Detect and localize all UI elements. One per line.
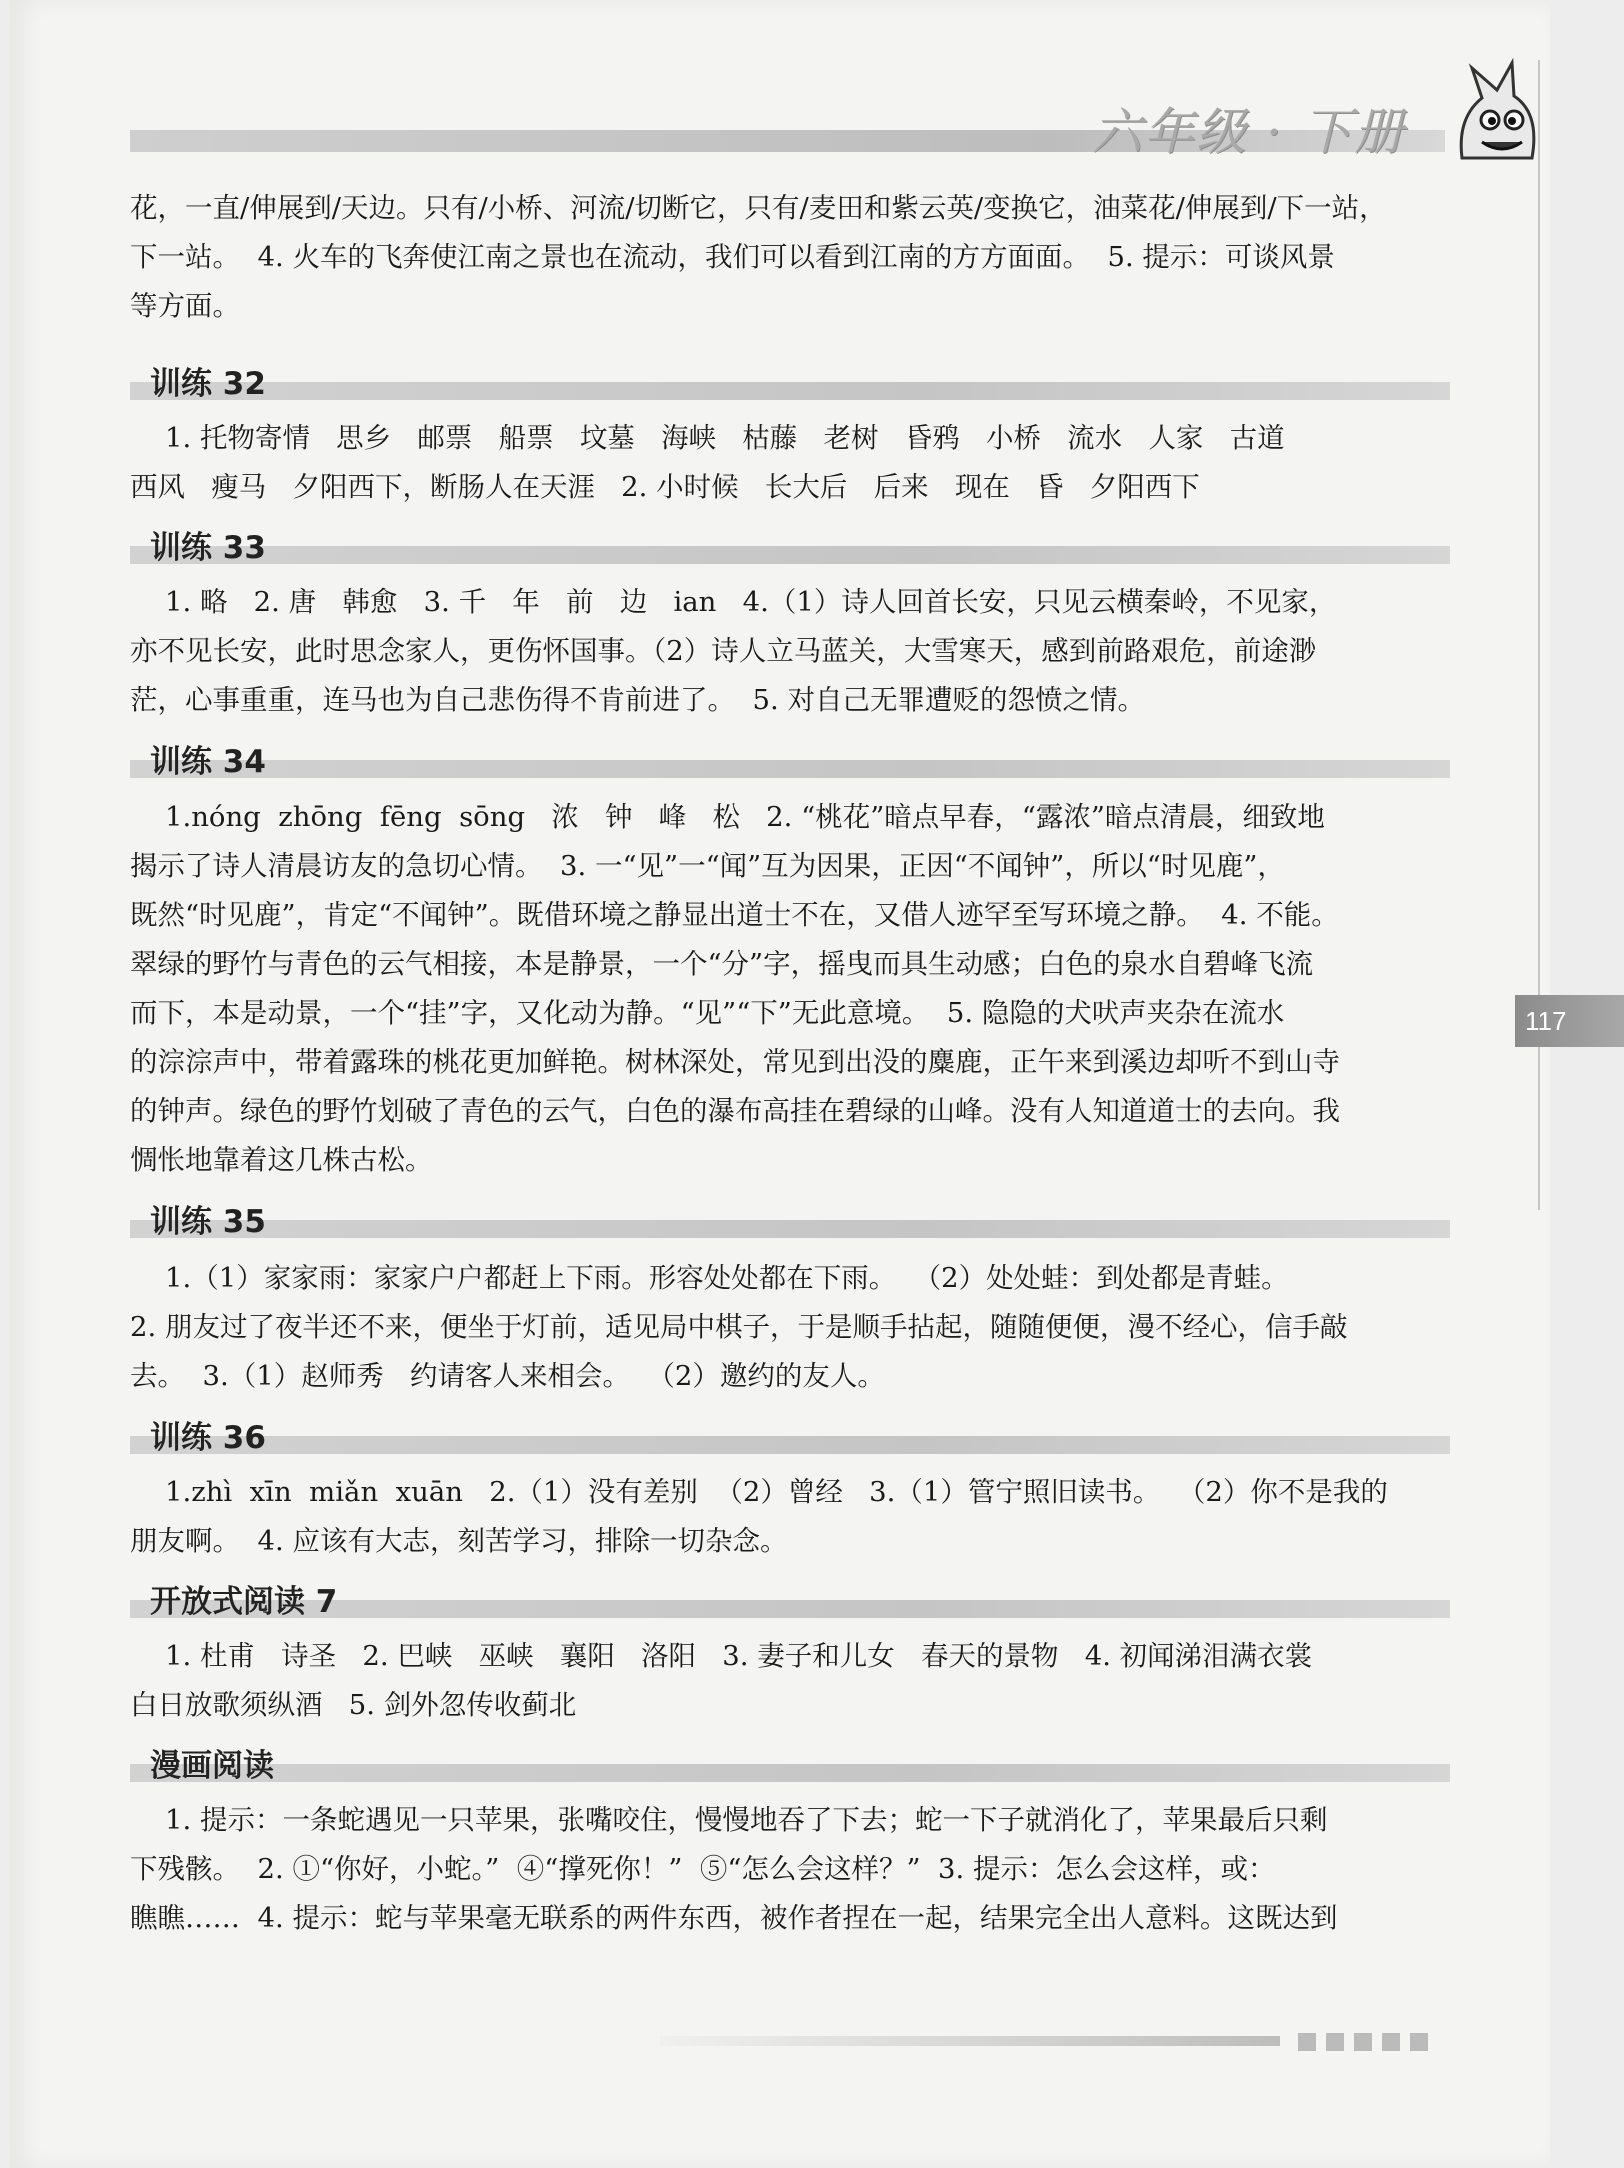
text-line: 下残骸。 2. ①“你好，小蛇。” ④“撑死你！” ⑤“怎么会这样？” 3. 提示：怎么会这样，或：	[130, 1853, 1276, 1885]
section-body	[130, 1254, 1450, 1401]
footer-square	[1410, 2033, 1428, 2051]
text-line: 而下，本是动景，一个“挂”字，又化动为静。“见”“下”无此意境。 5. 隐隐的犬吠声夹杂在流水	[130, 997, 1285, 1029]
section-body	[130, 578, 1450, 725]
section-heading-bar	[130, 1220, 1450, 1238]
text-line: 1. 杜甫 诗圣 2. 巴峡 巫峡 襄阳 洛阳 3. 妻子和儿女 春天的景物 4. 初闻涕泪满衣裳	[130, 1640, 1313, 1672]
section-heading	[130, 1196, 1450, 1246]
grade-title: 六年级 · 下册	[1092, 103, 1406, 161]
footer-bar	[660, 2036, 1280, 2046]
text-line: 惆怅地靠着这几株古松。	[130, 1144, 433, 1176]
text-line: 等方面。	[130, 290, 240, 322]
text-line: 2. 朋友过了夜半还不来，便坐于灯前，适见局中棋子，于是顺手拈起，随随便便，漫不经心，信手敲	[130, 1311, 1348, 1343]
footer-square	[1382, 2033, 1400, 2051]
section-heading-bar	[130, 546, 1450, 564]
text-line: 翠绿的野竹与青色的云气相接，本是静景，一个“分”字，摇曳而具生动感；白色的泉水自碧峰飞流	[130, 948, 1314, 980]
footer-square	[1326, 2033, 1344, 2051]
section-body	[130, 793, 1450, 1185]
text-line: 1. 略 2. 唐 韩愈 3. 千 年 前 边 ian 4.（1）诗人回首长安，只见云横秦岭，不见家，	[130, 586, 1337, 618]
page-number-tab: 117	[1515, 995, 1624, 1047]
section-title: 训练 33	[150, 530, 266, 566]
text-line: 朋友啊。 4. 应该有大志，刻苦学习，排除一切杂念。	[130, 1525, 788, 1557]
section-title: 开放式阅读 7	[150, 1584, 338, 1620]
section-title: 训练 32	[150, 366, 266, 402]
cartoon-mascot-icon	[1452, 58, 1544, 168]
text-line: 既然“时见鹿”，肯定“不闻钟”。既借环境之静显出道士不在，又借人迹罕至写环境之静。 4. 不能。	[130, 899, 1339, 931]
section-body	[130, 1632, 1450, 1730]
section-heading-bar	[130, 760, 1450, 778]
text-line: 1.nóng zhōng fēng sōng 浓 钟 峰 松 2. “桃花”暗点早春，“露浓”暗点清晨，细致地	[130, 801, 1325, 833]
footer-square	[1354, 2033, 1372, 2051]
text-line: 下一站。 4. 火车的飞奔使江南之景也在流动，我们可以看到江南的方方面面。 5. 提示：可谈风景	[130, 241, 1335, 273]
section-title: 训练 35	[150, 1204, 266, 1240]
text-line: 亦不见长安，此时思念家人，更伤怀国事。（2）诗人立马蓝关，大雪寒天，感到前路艰危，前途渺	[130, 635, 1317, 667]
section-heading-bar	[130, 1436, 1450, 1454]
section-heading	[130, 1412, 1450, 1462]
text-line: 茫，心事重重，连马也为自己悲伤得不肯前进了。 5. 对自己无罪遭贬的怨愤之情。	[130, 684, 1145, 716]
section-heading	[130, 1740, 1450, 1790]
text-line: 1. 托物寄情 思乡 邮票 船票 坟墓 海峡 枯藤 老树 昏鸦 小桥 流水 人家 古道	[130, 422, 1285, 454]
section-heading-bar	[130, 1764, 1450, 1782]
text-line: 西风 瘦马 夕阳西下，断肠人在天涯 2. 小时候 长大后 后来 现在 昏 夕阳西下	[130, 471, 1200, 503]
section-title: 训练 34	[150, 744, 266, 780]
section-body	[130, 1468, 1450, 1566]
intro-block	[130, 184, 1450, 331]
text-line: 去。 3.（1）赵师秀 约请客人来相会。 （2）邀约的友人。	[130, 1360, 885, 1392]
section-title: 训练 36	[150, 1420, 266, 1456]
text-line: 的钟声。绿色的野竹划破了青色的云气，白色的瀑布高挂在碧绿的山峰。没有人知道道士的去向。我	[130, 1095, 1340, 1127]
text-line: 瞧瞧…… 4. 提示：蛇与苹果毫无联系的两件东西，被作者捏在一起，结果完全出人意料。这既达到	[130, 1902, 1338, 1934]
section-heading	[130, 1576, 1450, 1626]
section-heading	[130, 358, 1450, 408]
text-line: 花，一直/伸展到/天边。只有/小桥、河流/切断它，只有/麦田和紫云英/变换它，油菜花/伸展到/下一站，	[130, 192, 1387, 224]
footer-square	[1298, 2033, 1316, 2051]
text-line: 1. 提示：一条蛇遇见一只苹果，张嘴咬住，慢慢地吞了下去；蛇一下子就消化了，苹果最后只剩	[130, 1804, 1328, 1836]
section-body	[130, 1796, 1450, 1943]
section-heading	[130, 522, 1450, 572]
section-heading-bar	[130, 382, 1450, 400]
text-line: 的淙淙声中，带着露珠的桃花更加鲜艳。树林深处，常见到出没的麋鹿，正午来到溪边却听不到山寺	[130, 1046, 1340, 1078]
text-line: 1.zhì xīn miǎn xuān 2.（1）没有差别 （2）曾经 3.（1）管宁照旧读书。 （2）你不是我的	[130, 1476, 1388, 1508]
text-line: 白日放歌须纵酒 5. 剑外忽传收蓟北	[130, 1689, 577, 1721]
text-line: 1.（1）家家雨：家家户户都赶上下雨。形容处处都在下雨。 （2）处处蛙：到处都是青蛙。	[130, 1262, 1289, 1294]
section-heading	[130, 736, 1450, 786]
text-line: 揭示了诗人清晨访友的急切心情。 3. 一“见”一“闻”互为因果，正因“不闻钟”，所以“时见鹿”，	[130, 850, 1285, 882]
section-title: 漫画阅读	[150, 1748, 274, 1784]
section-body	[130, 414, 1450, 512]
